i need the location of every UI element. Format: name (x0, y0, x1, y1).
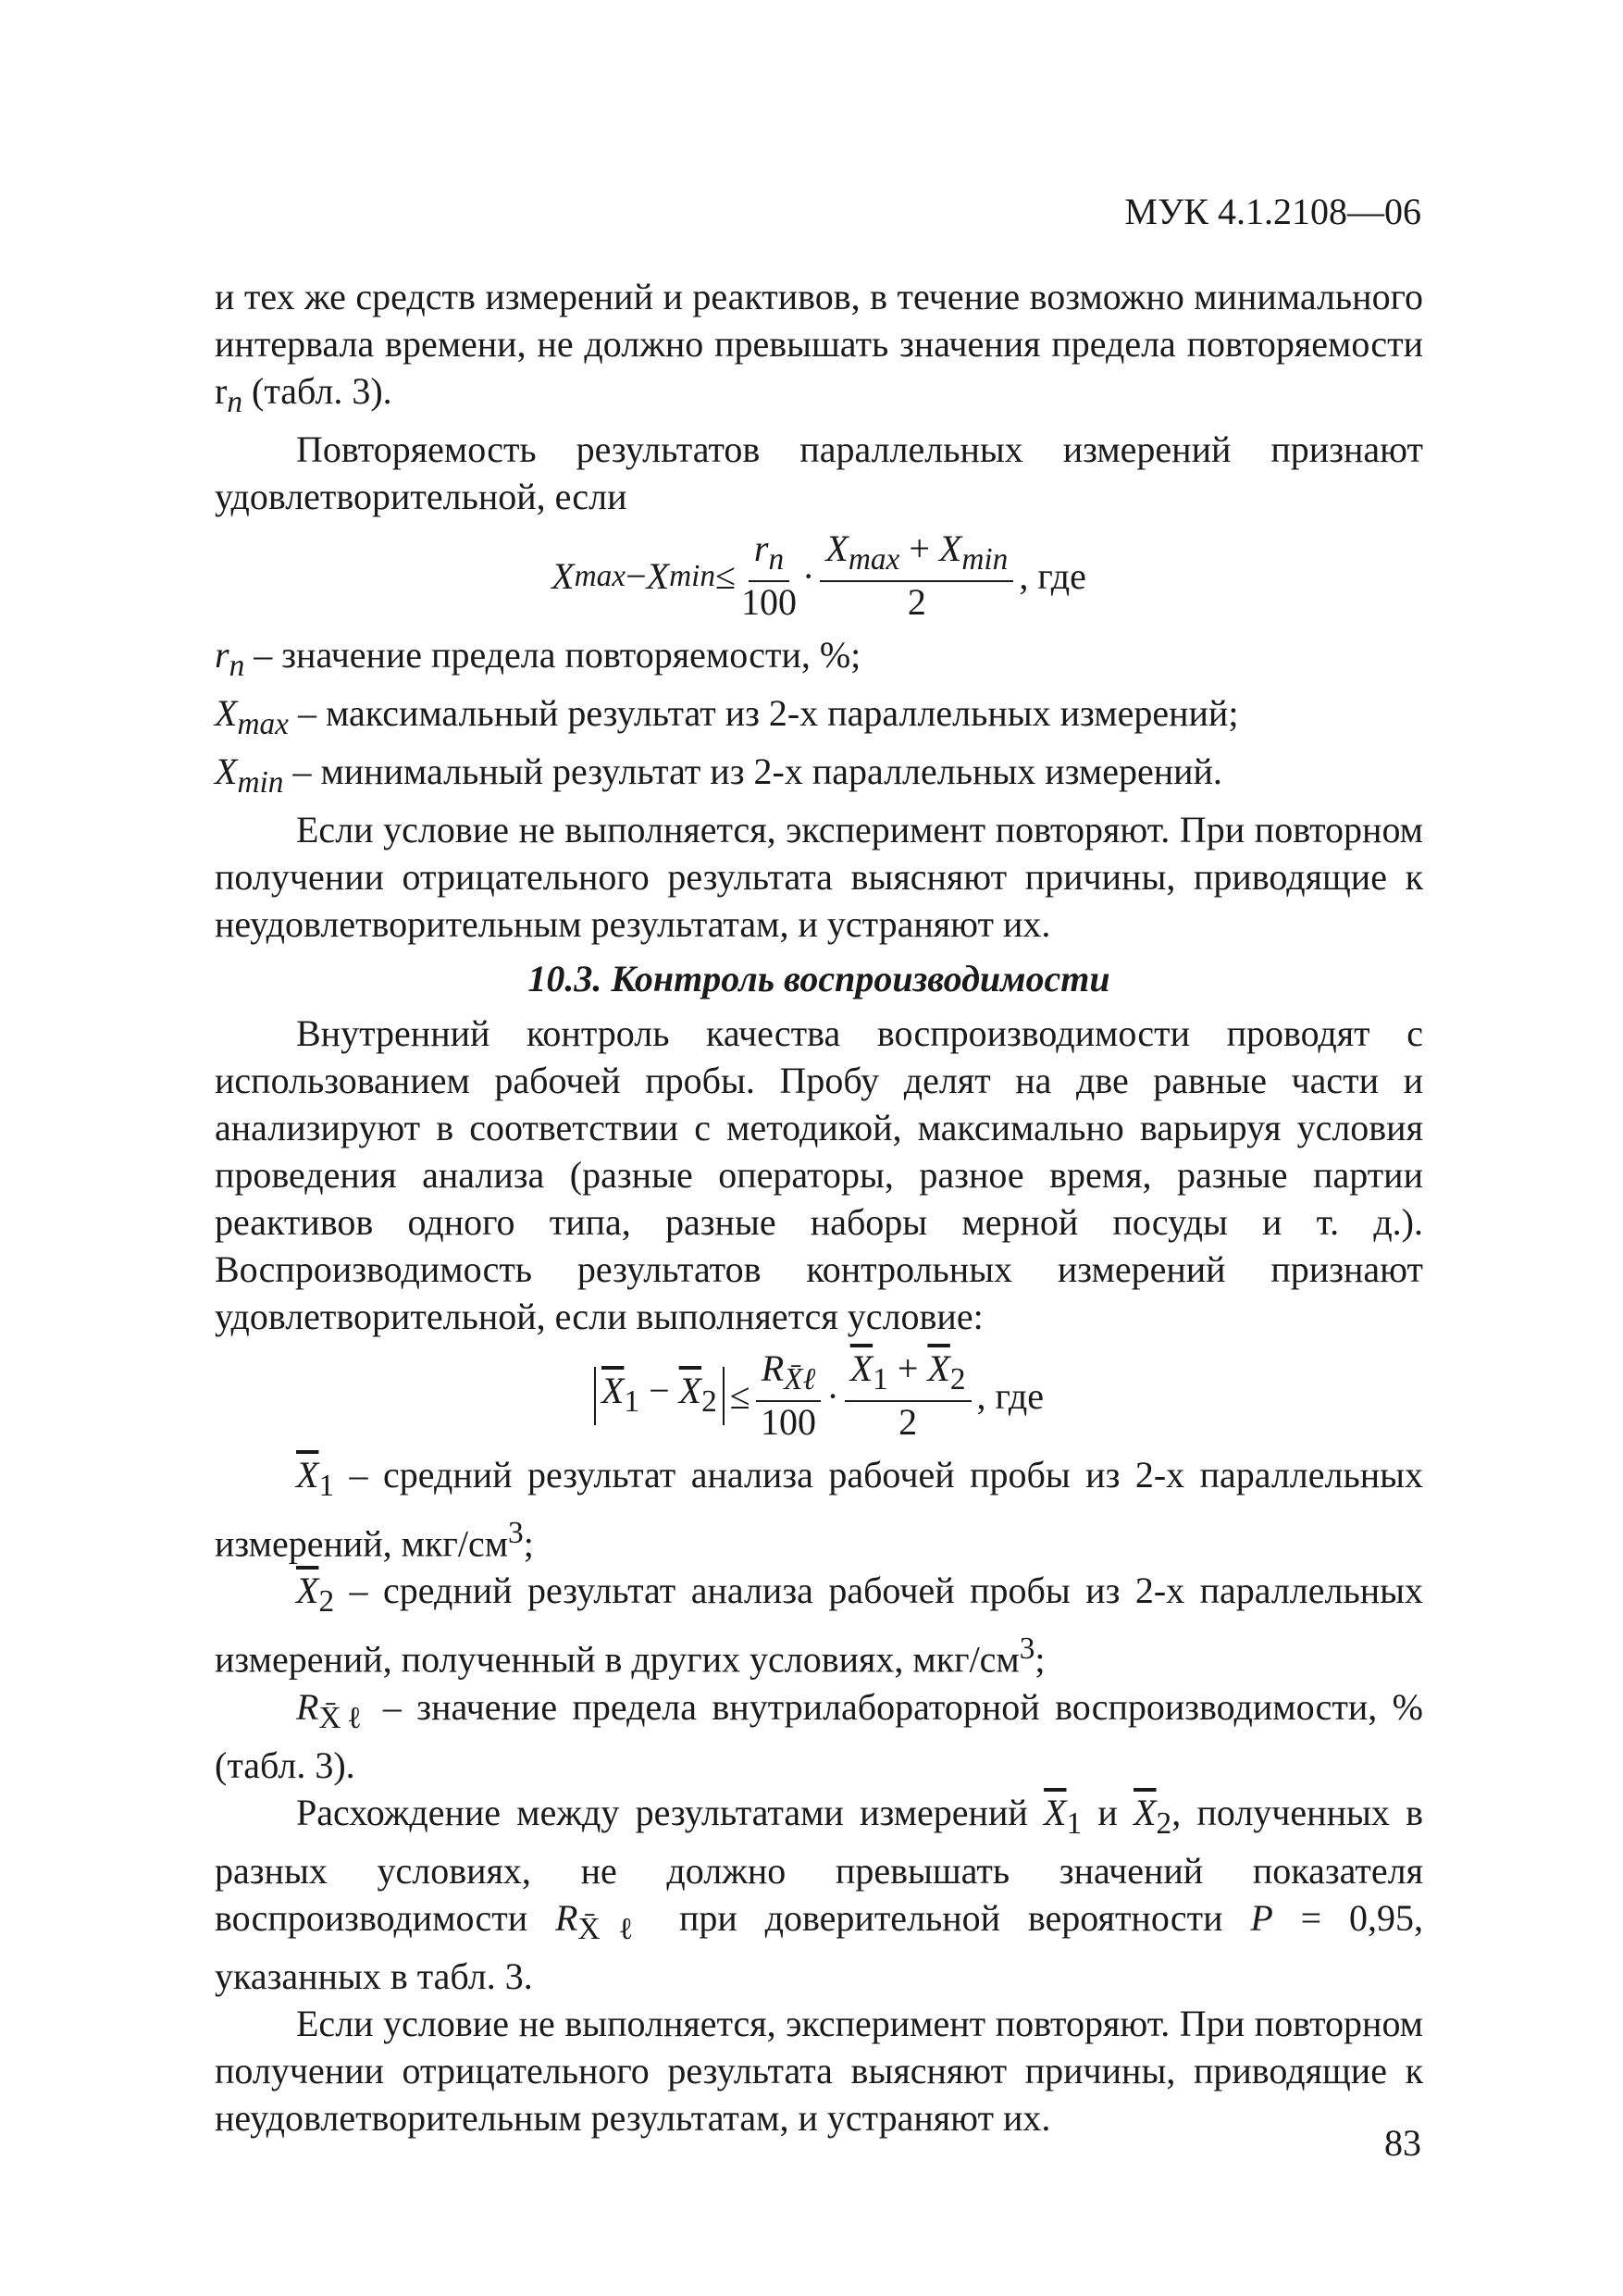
definition-r-reproducibility: $R_{X̄\ell}$ – значение предела внутрилабораторной воспроизводимости, % (табл. 3). (215, 1685, 1423, 1786)
paragraph-repeatability: Повторяемость результатов параллельных измерений признают удовлетворительной, если (215, 428, 1423, 517)
definition-xmin: $X_{min}$ – минимальный результат из 2-х параллельных измерений. (215, 751, 1222, 800)
formula-reproducibility: $\overline{X}_1 - \overline{X}_2$ ≤ $\frac{R_{X̄\ell}}{100}$ · $\frac{\overline{X}_1 + \overline{X}_2}{2}$ , где (215, 1340, 1423, 1451)
definition-xmax: $X_{max}$ – максимальный результат из 2-х параллельных измерений; (215, 692, 1239, 741)
paragraph-reproducibility: Внутренний контроль качества воспроизводимости проводят с использованием рабочей пробы. Пробу делят на две равные части и анализируют в соответствии с методикой, максимально варьируя условия проведения анализа (разные операторы, разное время, разные партии реактивов одного типа, разные наборы мерной посуды и т. д.). Воспроизводимость результатов контрольных измерений признают удовлетворительной, если выполняется условие: (215, 1012, 1423, 1337)
fraction-r-over-100: $\frac{R_{X̄\ell}}{100}$ (756, 1348, 822, 1443)
page-number: 83 (1384, 2122, 1421, 2164)
paragraph-continuation: и тех же средств измерений и реактивов, в течение возможно минимального интервала времени, не должно превышать значения предела повторяемости $r_n$ (табл. 3). (215, 276, 1423, 419)
paragraph-discrepancy: Расхождение между результатами измерений $\overline{X}_1$ и $\overline{X}_2$, полученных в разных условиях, не должно превышать значений показателя воспроизводимости $R_{X̄\ell}$ при доверительной вероятности P = 0,95, указанных в табл. 3. (215, 1791, 1423, 1997)
definition-rn: $r_n$ – значение предела повторяемости, %; (215, 634, 861, 683)
absolute-difference: $\overline{X}_1 - \overline{X}_2$ (594, 1367, 725, 1425)
page-body (215, 273, 1423, 2141)
definition-x1-mean: $\overline{X}_1$ – средний результат анализа рабочей пробы из 2-х параллельных измерений, мкг/$см^3$; (215, 1454, 1423, 1565)
paragraph-condition-not-met: Если условие не выполняется, эксперимент повторяют. При повторном получении отрицательного результата выясняют причины, приводящие к неудовлетворительным результатам, и устраняют их. (215, 809, 1423, 945)
fraction-mean-x1-x2: $\frac{\overline{X}_1 + \overline{X}_2}{2}$ (845, 1348, 972, 1443)
section-heading-reproducibility: 10.3. Контроль воспроизводимости (527, 958, 1110, 999)
formula-repeatability: X max − X min ≤ $\frac{r_n}{100}$ · $\frac{X_{max} + X_{min}}{2}$ , где (551, 527, 1086, 623)
fraction-rn-over-100: $\frac{r_n}{100}$ (741, 527, 798, 623)
paragraph-condition-not-met-2: Если условие не выполняется, эксперимент повторяют. При повторном получении отрицательного результата выясняют причины, приводящие к неудовлетворительным результатам, и устраняют их. (215, 2002, 1423, 2139)
fraction-mean-of-max-min: $\frac{X_{max} + X_{min}}{2}$ (820, 528, 1013, 623)
definition-x2-mean: $\overline{X}_2$ – средний результат анализа рабочей пробы из 2-х параллельных измерений, полученный в других условиях, мкг/$см^3$; (215, 1570, 1423, 1681)
document-code-header: МУК 4.1.2108—06 (1124, 191, 1421, 232)
